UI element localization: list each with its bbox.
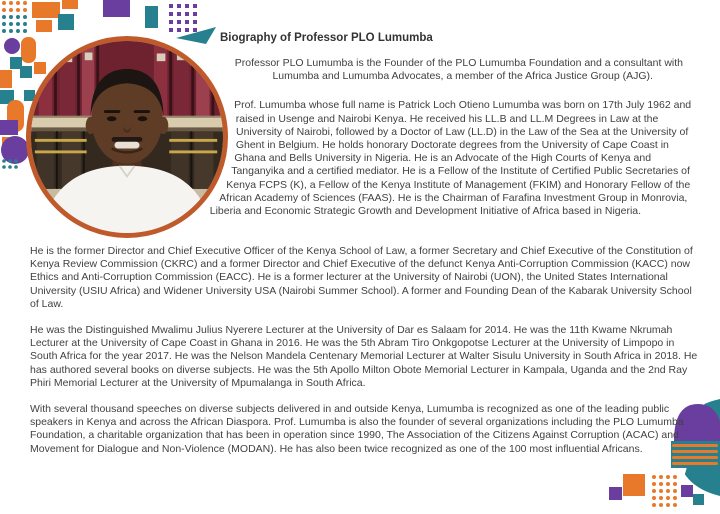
bio-body-section	[30, 245, 703, 469]
page-title: Biography of Professor PLO Lumumba	[220, 32, 433, 44]
intro-paragraph: Professor PLO Lumumba is the Founder of the PLO Lumumba Foundation and a consultant with Lumumba and Lumumba Advocates, a member of the Africa Justice Group (AJG).	[234, 57, 683, 83]
speeches-paragraph: With several thousand speeches on diverse subjects delivered in and outside Kenya, Lumumba is recognized as one of the leading public speakers in Kenya and across the African Diaspora. Prof. Lumumba is also the founder of several organizations including the PLO Lumumba Foundation, a charitable organization that has been in operation since 1990, The Association of the Citizens Against Corruption (ACAC) and Movement for Dialogue and Non-Violence (MODAN). He has also been twice recognized as one of the 100 most influential Africans.	[30, 403, 684, 455]
bio-header-section	[0, 28, 707, 243]
photo-wrap-spacer	[0, 28, 236, 243]
lectures-paragraph: He was the Distinguished Mwalimu Julius Nyerere Lecturer at the University of Dar es Salaam for 2014. He was the 11th Kwame Nkrumah Lecturer at the University of Cape Coast in Ghana in 2016. He was the 5th Abram Tiro Onkgopotse Lecturer at the University of Limpopo in South Africa for the year 2017. He was the Nelson Mandela Centenary Memorial Lecturer at Walter Sisulu University in South Africa in 2018. He has authored several books on diverse subjects. He was the 5th Apollo Milton Obote Memorial Lecturer in Kampala, Uganda and the 2nd Ray Phiri Memorial Lecturer at the University of Mpumalanga in South Africa.	[30, 324, 698, 389]
career-paragraph: He is the former Director and Chief Executive Officer of the Kenya School of Law, a former Secretary and Chief Executive of the Constitution of Kenya Review Commission (CKRC) and a former Director and Chief Executive of the defunct Kenya Anti-Corruption Commission (KACC) now Ethics and Anti-Corruption Commission (EACC). He is a former lecturer at the University of Nairobi (UON), the United States International University (USIU Africa) and Widener University USA (Nairobi Summer School). A former and Founding Dean of the Kabarak University School of Law.	[30, 245, 693, 310]
education-paragraph: Prof. Lumumba whose full name is Patrick Loch Otieno Lumumba was born on 17th July 1962 and raised in Usenge and Nairobi Kenya. He received his LL.B and LL.M Degrees in Law at the University of Nairobi, followed by a Doctor of Law (LL.D) in the Law of the Sea at the University of Ghent in Belgium. He holds honorary Doctorate degrees from the University of Cape Coast in Ghana and Bells University in Nigeria. He is an Advocate of the High Courts of Kenya and Tanganyika and a certified mediator. He is a Fellow of the Institute of Certified Public Secretaries of Kenya FCPS (K), a Fellow of the Kenya Institute of Management (FKIM) and Honorary Fellow of the African Academy of Sciences (FAAS). He is the Chairman of Farafina Investment Group in Monrovia, Liberia and Economic Strategic Growth and Development Initiative of Africa based in Nigeria.	[209, 99, 692, 218]
